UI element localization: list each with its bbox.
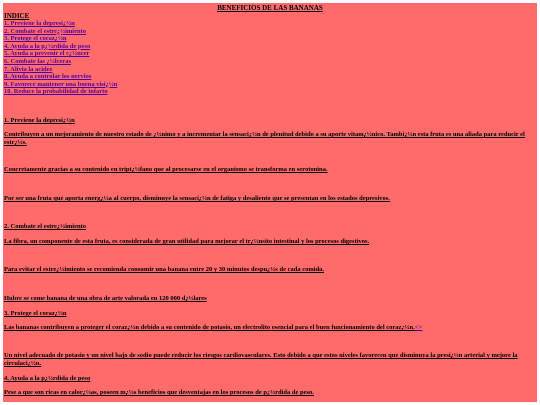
toc-item[interactable] [4,58,537,66]
index-heading: INDICE [4,12,30,20]
table-of-contents [3,20,537,96]
section-heading-peso: 4. Ayuda a la p¿½rdida de peso [4,375,91,382]
toc-link[interactable]: 5. Ayuda a prevenir el c¿½ncer [4,50,90,58]
paragraph-depresion-3: Por ser una fruta que aporta energ¿½a al cuerpo, disminuye la sensaci¿½n de fatiga y desaliento que se presentan en los estados depresivos. [4,195,390,202]
toc-link[interactable]: 1. Previene la depresi¿½n [4,20,75,27]
paragraph-depresion-1: Contribuyen a un mejoramiento de nuestro estado de ¿½nimo y a incrementar la sensaci¿½n de plenitud debido a su aporte vitam¿½nico. Tambi¿½n esta fruta es una aliada para reducir el estr¿½s. [4,131,525,146]
paragraph-estrenimiento-3: Hubre se come banana de una obra de arte valorada en 120 000 d¿½lares [4,295,207,302]
paragraph-corazon-2: Un nivel adecuado de potasio y un nivel bajo de sodio puede reducir los riesgos cardiovasculares. Esto debido a que estos niveles favorecen que disminuya la presi¿½n arterial y mejore la circulaci¿½n. [4,352,518,367]
toc-link[interactable]: 10. Reduce la probabilidad de infarto [4,88,108,96]
return-link[interactable]: <> [414,324,423,331]
toc-item[interactable] [4,81,537,89]
paragraph-estrenimiento-2: Para evitar el estre¿½imiento se recomienda consumir una banana entre 20 y 30 minutos despu¿½s de cada comida. [4,266,325,273]
page-title: BENEFICIOS DE LAS BANANAS [217,4,323,12]
paragraph-depresion-2: Concretamente gracias a su contenido en tript¿½fano que al procesarse en el organismo se transforma en serotonina. [4,166,328,173]
toc-item[interactable] [4,66,537,74]
toc-link[interactable]: 6. Combate las ¿½lceras [4,57,71,65]
toc-item[interactable] [4,20,537,28]
toc-item[interactable] [4,50,537,58]
toc-link[interactable]: 2. Combate el estre¿½imiento [4,27,87,35]
toc-item[interactable] [4,28,537,36]
page-content [3,3,537,402]
toc-item[interactable] [4,35,537,43]
paragraph-corazon-1 [4,324,536,332]
toc-link[interactable]: 9. Favorece mantener una buena visi¿½n [4,80,118,88]
paragraph-peso-1: Pese a que son ricas en calor¿½as, poseen m¿½s beneficios que desventajas en los procesos de p¿½rdida de peso. [4,389,314,396]
toc-link[interactable]: 4. Ayuda a la p¿½rdida de peso [4,42,91,50]
paragraph-estrenimiento-1: La fibra, un componente de esta fruta, es considerada de gran utilidad para mejorar el tr¿½nsito intestinal y los procesos digestivos. [4,238,370,245]
toc-link[interactable]: 8. Ayuda a controlar los nervios [4,73,92,81]
toc-link[interactable]: 7. Alivia la acidez [4,65,53,73]
section-heading-estrenimiento: 2. Combate el estre¿½imiento [4,223,87,230]
toc-item[interactable] [4,73,537,81]
toc-item[interactable] [4,43,537,51]
section-heading-corazon: 3. Protege el coraz¿½n [4,310,67,317]
paragraph-corazon-1-text: Las bananas contribuyen a proteger el coraz¿½n debido a su contenido de potasio, un electrolito esencial para el buen funcionamiento del coraz¿½n. [4,324,415,331]
toc-item[interactable] [4,88,537,96]
section-heading-depresion: 1. Previene la depresi¿½n [4,117,75,124]
toc-link[interactable]: 3. Protege el coraz¿½n [4,35,67,43]
